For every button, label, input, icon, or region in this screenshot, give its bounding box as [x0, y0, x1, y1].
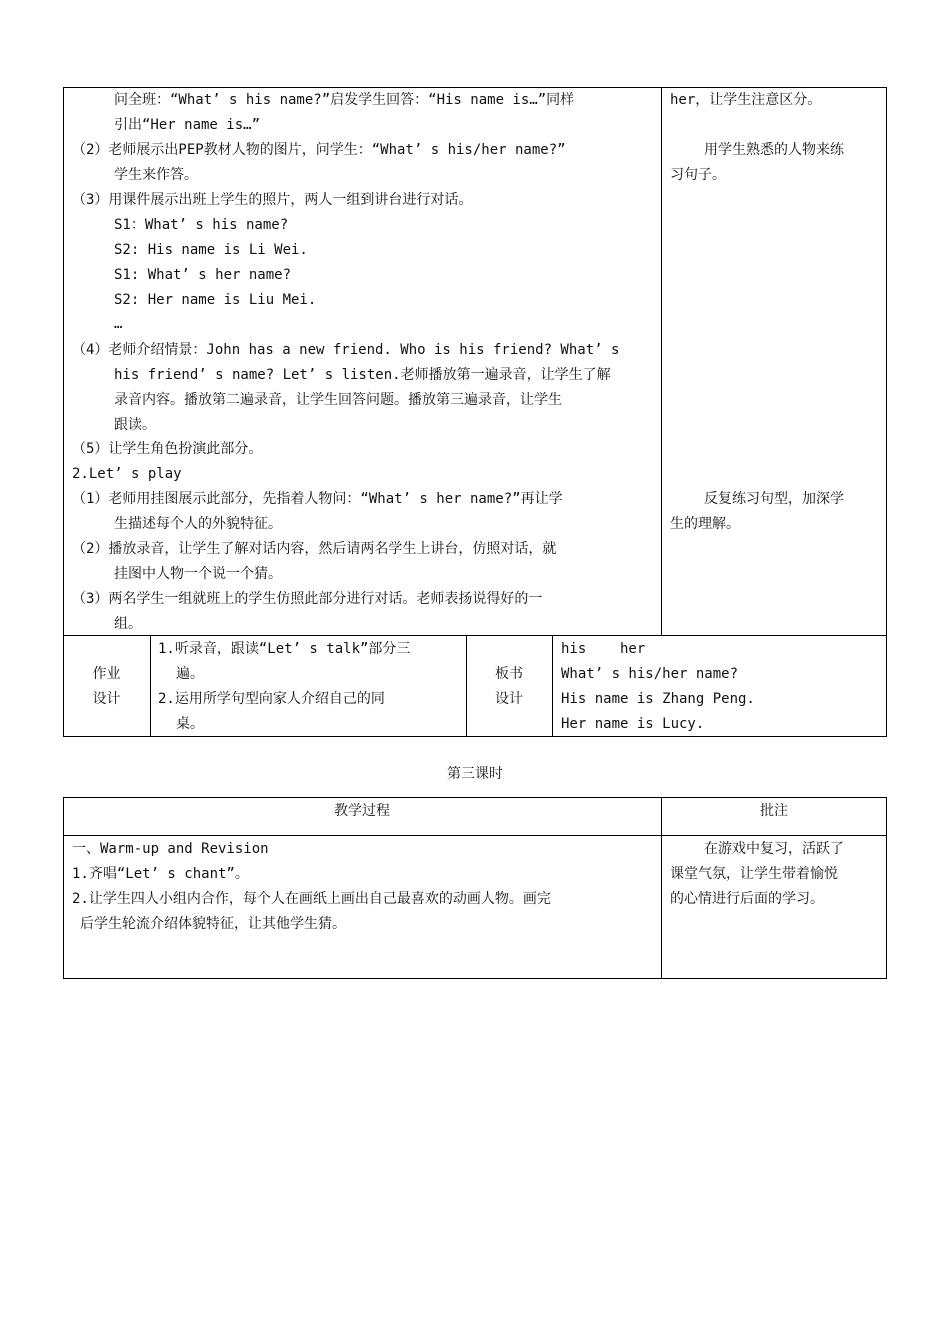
note-line: 反复练习句型，加深学 — [704, 491, 844, 507]
header-process: 教学过程 — [334, 803, 390, 819]
header-notes: 批注 — [760, 803, 788, 819]
note-line: 的心情进行后面的学习。 — [670, 891, 824, 907]
process-line: 2.让学生四人小组内合作，每个人在画纸上画出自己最喜欢的动画人物。画完 — [72, 891, 551, 907]
dialogue-line: S1: What’ s her name? — [114, 267, 292, 283]
process-line: his friend’ s name? Let’ s listen.老师播放第一遍录音，让学生了解 — [114, 367, 611, 383]
process-line: 挂图中人物一个说一个猜。 — [114, 566, 282, 582]
homework-item: 遍。 — [176, 666, 204, 682]
note-line: 课堂气氛，让学生带着愉悦 — [670, 866, 838, 882]
dialogue-line: S2: Her name is Liu Mei. — [114, 292, 317, 308]
process-line: （1）老师用挂图展示此部分，先指着人物问：“What’ s her name?”再让学 — [72, 491, 563, 507]
note-line: 习句子。 — [670, 167, 726, 183]
process-line: 引出“Her name is…” — [114, 117, 261, 133]
note-line: 在游戏中复习，活跃了 — [704, 841, 844, 857]
homework-label: 作业 — [92, 666, 121, 682]
homework-item: 1.听录音，跟读“Let’ s talk”部分三 — [158, 641, 411, 657]
homework-item: 2.运用所学句型向家人介绍自己的同 — [158, 691, 385, 707]
process-line: 组。 — [114, 616, 142, 632]
board-item: His name is Zhang Peng. — [561, 691, 755, 707]
lesson-table-2 — [63, 797, 887, 979]
table1-divider-hw-content — [466, 635, 467, 737]
table1-divider-homework — [63, 635, 887, 636]
table1-divider-board-label — [552, 635, 553, 737]
dialogue-line: S2: His name is Li Wei. — [114, 242, 308, 258]
note-line: her，让学生注意区分。 — [670, 92, 822, 108]
process-line: （4）老师介绍情景：John has a new friend. Who is his friend? What’ s — [72, 342, 620, 358]
process-line: （3）两名学生一组就班上的学生仿照此部分进行对话。老师表扬说得好的一 — [72, 591, 543, 607]
table2-divider-notes — [661, 797, 662, 979]
process-line: 一、Warm-up and Revision — [72, 841, 269, 857]
section-heading: 2.Let’ s play — [72, 466, 182, 482]
homework-item: 桌。 — [176, 716, 204, 732]
note-line: 生的理解。 — [670, 516, 740, 532]
process-line: 1.齐唱“Let’ s chant”。 — [72, 866, 249, 882]
process-line: （2）播放录音，让学生了解对话内容，然后请两名学生上讲台，仿照对话，就 — [72, 541, 557, 557]
note-line: 用学生熟悉的人物来练 — [704, 142, 844, 158]
table1-divider-hw-label — [150, 635, 151, 737]
process-line: （2）老师展示出PEP教材人物的图片，问学生：“What’ s his/her name?” — [72, 142, 566, 158]
process-line: 跟读。 — [114, 417, 156, 433]
process-line: 学生来作答。 — [114, 167, 198, 183]
table2-header-divider — [63, 835, 887, 836]
board-item: Her name is Lucy. — [561, 716, 705, 732]
section-title: 第三课时 — [447, 766, 503, 782]
process-line: 生描述每个人的外貌特征。 — [114, 516, 282, 532]
process-line: （5）让学生角色扮演此部分。 — [72, 441, 263, 457]
table1-divider-notes — [661, 87, 662, 636]
board-item: What’ s his/her name? — [561, 666, 739, 682]
homework-label: 设计 — [92, 691, 121, 707]
board-label: 设计 — [495, 691, 523, 707]
process-line: 后学生轮流介绍体貌特征，让其他学生猜。 — [80, 916, 346, 932]
board-label: 板书 — [495, 666, 523, 682]
process-line: （3）用课件展示出班上学生的照片，两人一组到讲台进行对话。 — [72, 192, 473, 208]
ellipsis: … — [114, 316, 123, 332]
process-line: 问全班：“What’ s his name?”启发学生回答：“His name is…”同样 — [114, 92, 575, 108]
board-item: his her — [561, 641, 646, 657]
process-line: 录音内容。播放第二遍录音，让学生回答问题。播放第三遍录音，让学生 — [114, 392, 562, 408]
dialogue-line: S1：What’ s his name? — [114, 217, 289, 233]
